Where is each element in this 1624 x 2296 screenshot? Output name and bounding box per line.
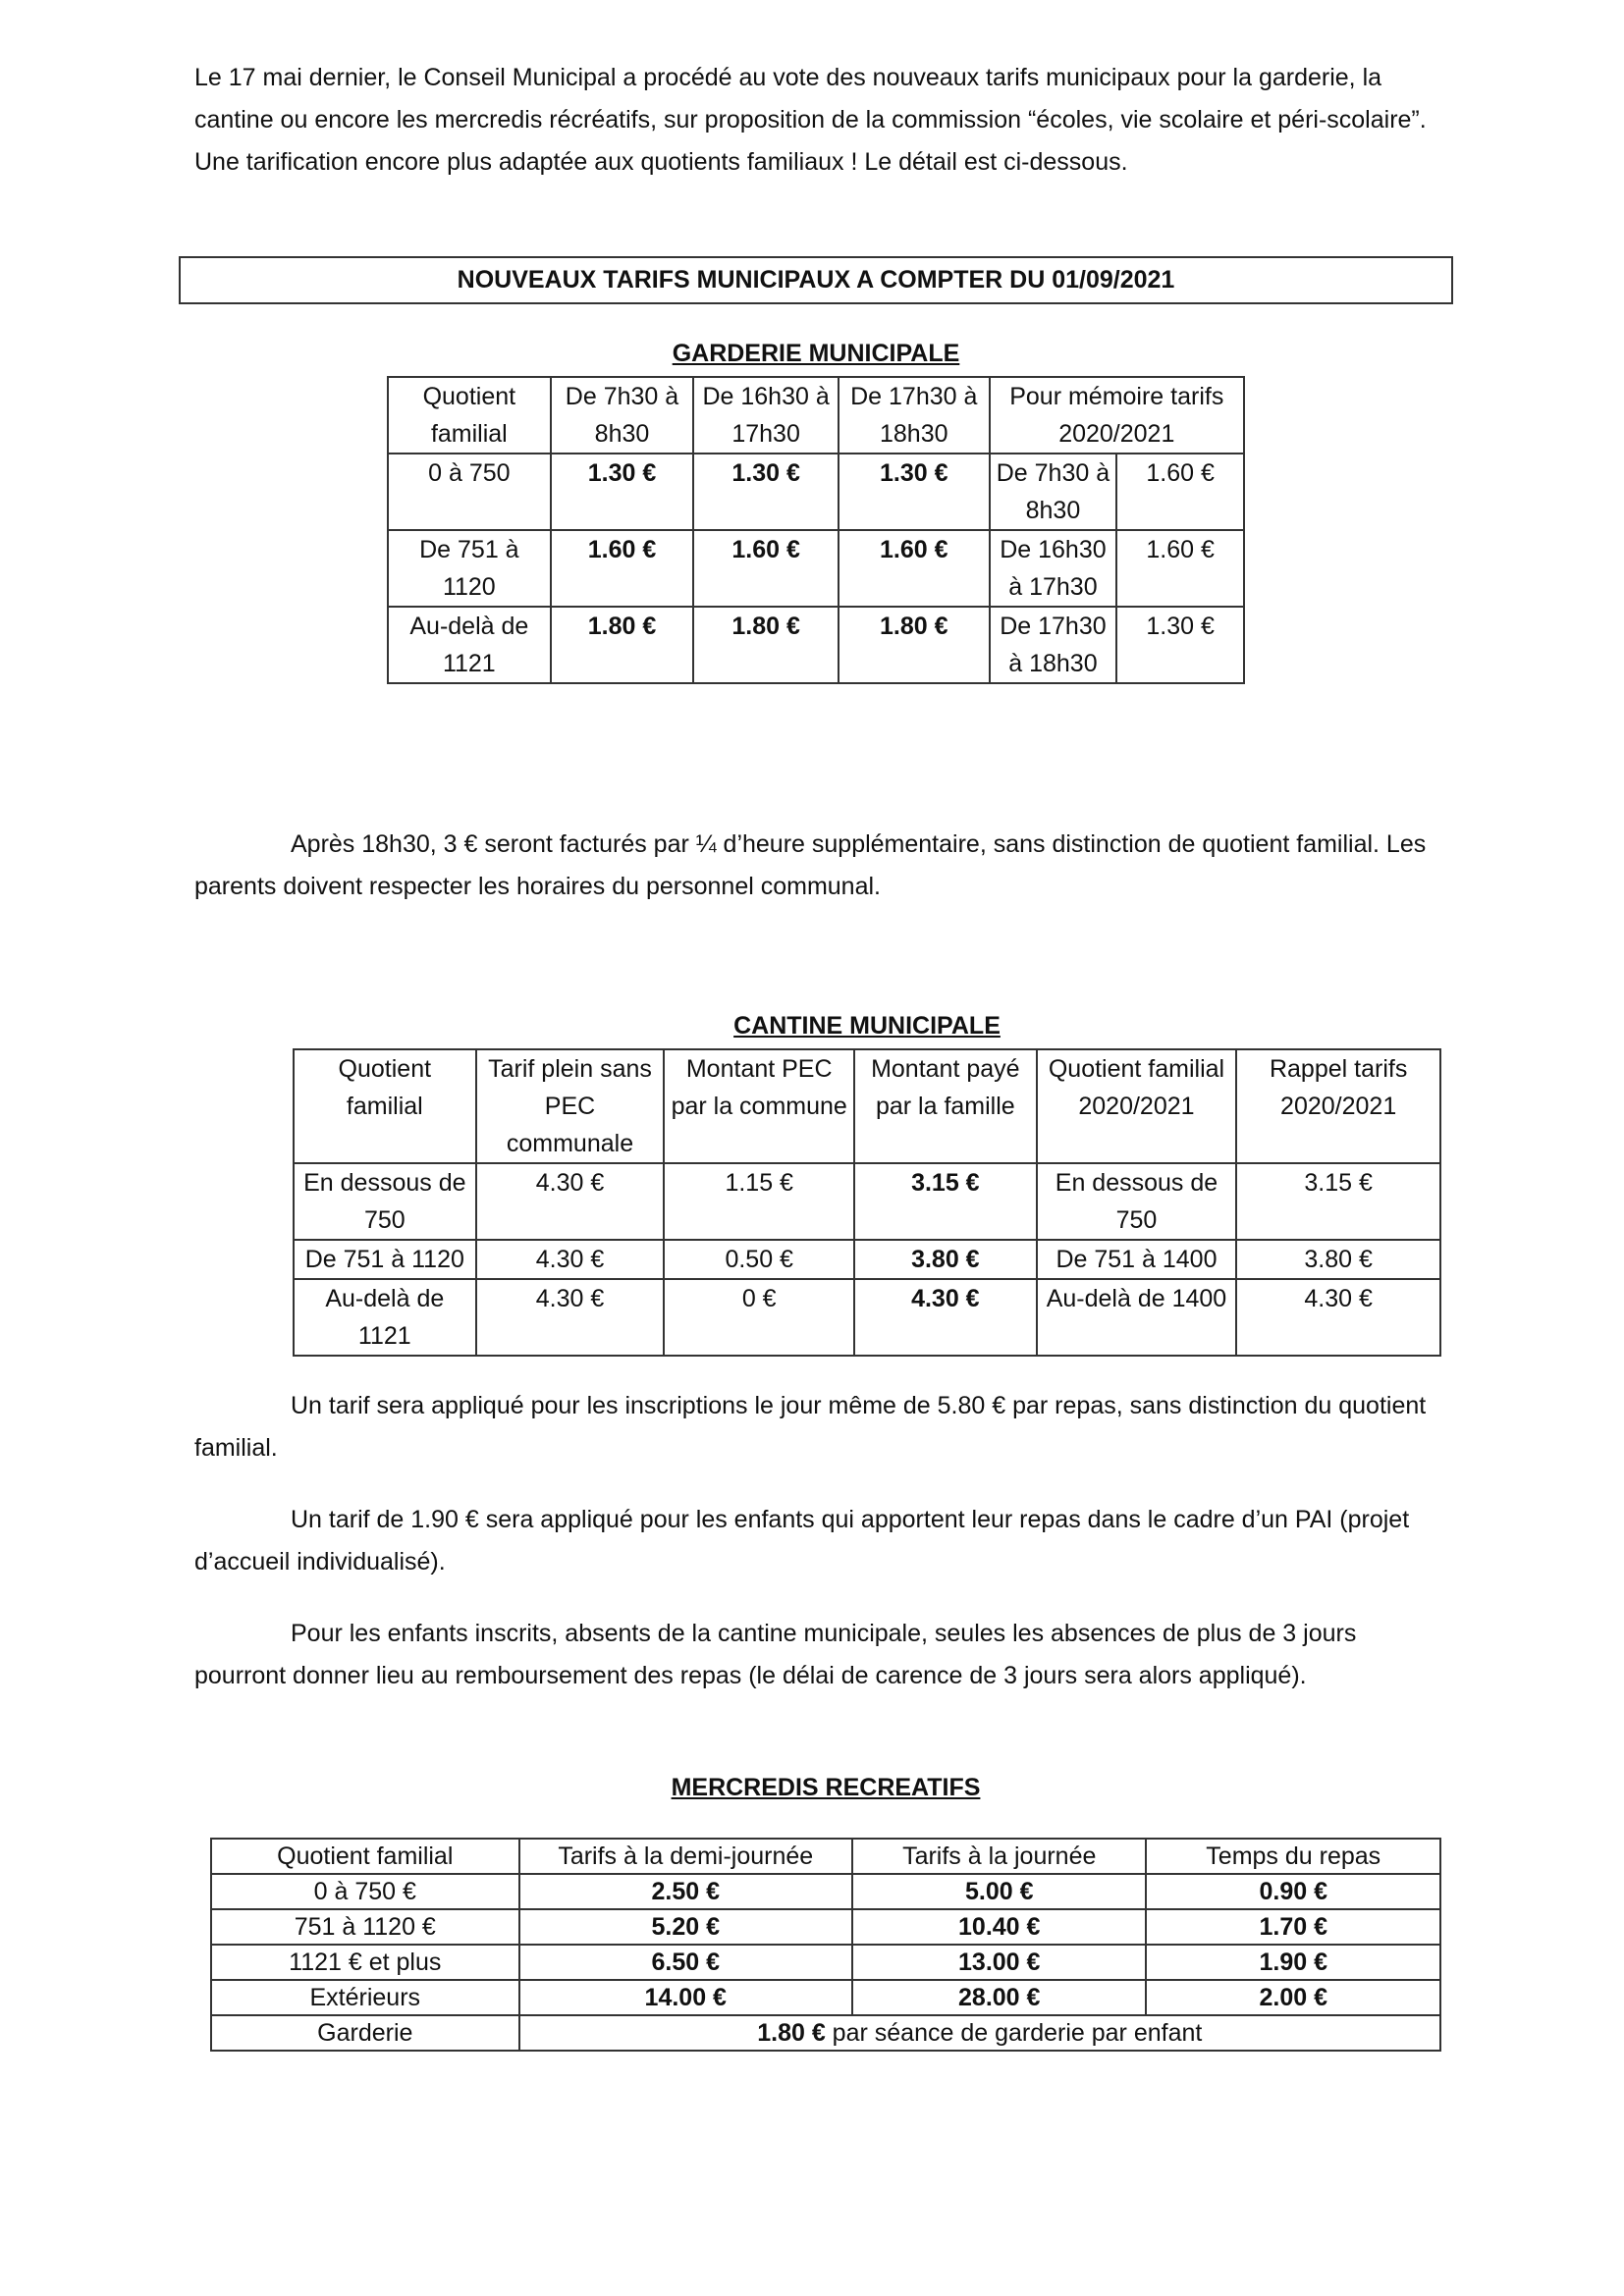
price-cell: 2.50 € [519, 1874, 852, 1909]
quotient-cell: Extérieurs [211, 1980, 519, 2015]
quotient-cell: 0 à 750 [388, 454, 551, 530]
price-cell: 4.30 € [476, 1163, 665, 1240]
intro-paragraph [194, 57, 1441, 184]
header-cell: Quotient familial [211, 1839, 519, 1874]
intro-text: Le 17 mai dernier, le Conseil Municipal a procédé au vote des nouveaux tarifs municipaux pour la garderie, la cantine ou encore les mercredis récréatifs, sur proposition de la commission “écoles, vie scolaire et péri-scolaire”. Une tarification encore plus adaptée aux quotients familiaux ! Le détail est ci-dessous. [194, 64, 1427, 176]
garderie-price: 1.80 € [757, 2019, 826, 2047]
price-cell: 14.00 € [519, 1980, 852, 2015]
price-cell: 5.20 € [519, 1909, 852, 1945]
header-cell: De 7h30 à 8h30 [551, 377, 694, 454]
quotient-cell: 751 à 1120 € [211, 1909, 519, 1945]
cantine-note-text: Un tarif sera appliqué pour les inscriptions le jour même de 5.80 € par repas, sans distinction du quotient familial. [194, 1392, 1427, 1462]
table-header-row [388, 377, 1244, 454]
price-cell: 1.90 € [1146, 1945, 1440, 1980]
price-cell: 28.00 € [852, 1980, 1147, 2015]
pai-note [194, 1499, 1441, 1583]
price-cell: 10.40 € [852, 1909, 1147, 1945]
quotient-cell: 1121 € et plus [211, 1945, 519, 1980]
quotient-cell: De 751 à 1120 [294, 1240, 476, 1279]
price-cell: 5.00 € [852, 1874, 1147, 1909]
table-row [388, 607, 1244, 683]
pai-note-text: Un tarif de 1.90 € sera appliqué pour les enfants qui apportent leur repas dans le cadre d’un PAI (projet d’accueil individualisé). [194, 1506, 1410, 1575]
quotient-cell: Au-delà de 1121 [294, 1279, 476, 1356]
price-cell: 0.90 € [1146, 1874, 1440, 1909]
price-cell: 6.50 € [519, 1945, 852, 1980]
price-cell: 13.00 € [852, 1945, 1147, 1980]
memo-slot-cell: De 7h30 à 8h30 [990, 454, 1117, 530]
price-cell: 4.30 € [476, 1279, 665, 1356]
header-cell: Montant PEC par la commune [664, 1049, 854, 1163]
quotient-cell: En dessous de 750 [294, 1163, 476, 1240]
table-row [294, 1279, 1440, 1356]
header-cell: De 16h30 à 17h30 [693, 377, 839, 454]
price-cell: 1.60 € [693, 530, 839, 607]
price-cell: 3.80 € [1236, 1240, 1440, 1279]
quotient-cell: En dessous de 750 [1037, 1163, 1237, 1240]
price-cell: 1.30 € [551, 454, 694, 530]
mercredis-title: MERCREDIS RECREATIFS [671, 1774, 981, 1801]
cantine-table [293, 1048, 1441, 1357]
cantine-note [194, 1385, 1441, 1469]
price-cell: 3.15 € [854, 1163, 1037, 1240]
memo-price-cell: 1.60 € [1116, 530, 1244, 607]
header-cell: Temps du repas [1146, 1839, 1440, 1874]
garderie-note-text: Après 18h30, 3 € seront facturés par ¼ d’heure supplémentaire, sans distinction de quotient familial. Les parents doivent respecter les horaires du personnel communal. [194, 830, 1427, 900]
table-row [388, 454, 1244, 530]
price-cell: 1.80 € [551, 607, 694, 683]
quotient-cell: Au-delà de 1121 [388, 607, 551, 683]
mercredis-table [210, 1838, 1441, 2052]
price-cell: 2.00 € [1146, 1980, 1440, 2015]
tariff-banner: NOUVEAUX TARIFS MUNICIPAUX A COMPTER DU 01/09/2021 [179, 256, 1453, 304]
table-row [211, 2015, 1440, 2051]
header-cell: Tarifs à la demi-journée [519, 1839, 852, 1874]
table-row [211, 1909, 1440, 1945]
header-cell: Quotient familial [388, 377, 551, 454]
header-cell: Pour mémoire tarifs 2020/2021 [990, 377, 1244, 454]
price-cell: 1.70 € [1146, 1909, 1440, 1945]
cantine-title: CANTINE MUNICIPALE [733, 1012, 1001, 1040]
price-cell: 1.60 € [839, 530, 990, 607]
table-row [294, 1163, 1440, 1240]
table-row [211, 1874, 1440, 1909]
header-cell: Quotient familial 2020/2021 [1037, 1049, 1237, 1163]
garderie-label-cell: Garderie [211, 2015, 519, 2051]
quotient-cell: Au-delà de 1400 [1037, 1279, 1237, 1356]
header-cell: De 17h30 à 18h30 [839, 377, 990, 454]
price-cell: 1.30 € [693, 454, 839, 530]
quotient-cell: De 751 à 1400 [1037, 1240, 1237, 1279]
garderie-price-cell [519, 2015, 1440, 2051]
header-cell: Tarifs à la journée [852, 1839, 1147, 1874]
quotient-cell: 0 à 750 € [211, 1874, 519, 1909]
memo-slot-cell: De 17h30 à 18h30 [990, 607, 1117, 683]
price-cell: 4.30 € [476, 1240, 665, 1279]
garderie-price-text: par séance de garderie par enfant [825, 2019, 1203, 2047]
memo-slot-cell: De 16h30 à 17h30 [990, 530, 1117, 607]
garderie-note [194, 824, 1441, 908]
table-header-row [211, 1839, 1440, 1874]
price-cell: 0.50 € [664, 1240, 854, 1279]
price-cell: 3.15 € [1236, 1163, 1440, 1240]
absence-note [194, 1613, 1441, 1697]
memo-price-cell: 1.30 € [1116, 607, 1244, 683]
header-cell: Tarif plein sans PEC communale [476, 1049, 665, 1163]
table-row [211, 1945, 1440, 1980]
header-cell: Rappel tarifs 2020/2021 [1236, 1049, 1440, 1163]
price-cell: 1.60 € [551, 530, 694, 607]
absence-note-text: Pour les enfants inscrits, absents de la cantine municipale, seules les absences de plus de 3 jours pourront donner lieu au remboursement des repas (le délai de carence de 3 jours sera alors appliqué). [194, 1620, 1357, 1689]
price-cell: 3.80 € [854, 1240, 1037, 1279]
price-cell: 1.80 € [693, 607, 839, 683]
garderie-title: GARDERIE MUNICIPALE [672, 340, 960, 367]
quotient-cell: De 751 à 1120 [388, 530, 551, 607]
header-cell: Quotient familial [294, 1049, 476, 1163]
table-row [294, 1240, 1440, 1279]
price-cell: 1.80 € [839, 607, 990, 683]
header-cell: Montant payé par la famille [854, 1049, 1037, 1163]
price-cell: 0 € [664, 1279, 854, 1356]
table-row [211, 1980, 1440, 2015]
garderie-table [387, 376, 1245, 684]
price-cell: 1.30 € [839, 454, 990, 530]
table-header-row [294, 1049, 1440, 1163]
price-cell: 4.30 € [1236, 1279, 1440, 1356]
price-cell: 1.15 € [664, 1163, 854, 1240]
price-cell: 4.30 € [854, 1279, 1037, 1356]
table-row [388, 530, 1244, 607]
memo-price-cell: 1.60 € [1116, 454, 1244, 530]
